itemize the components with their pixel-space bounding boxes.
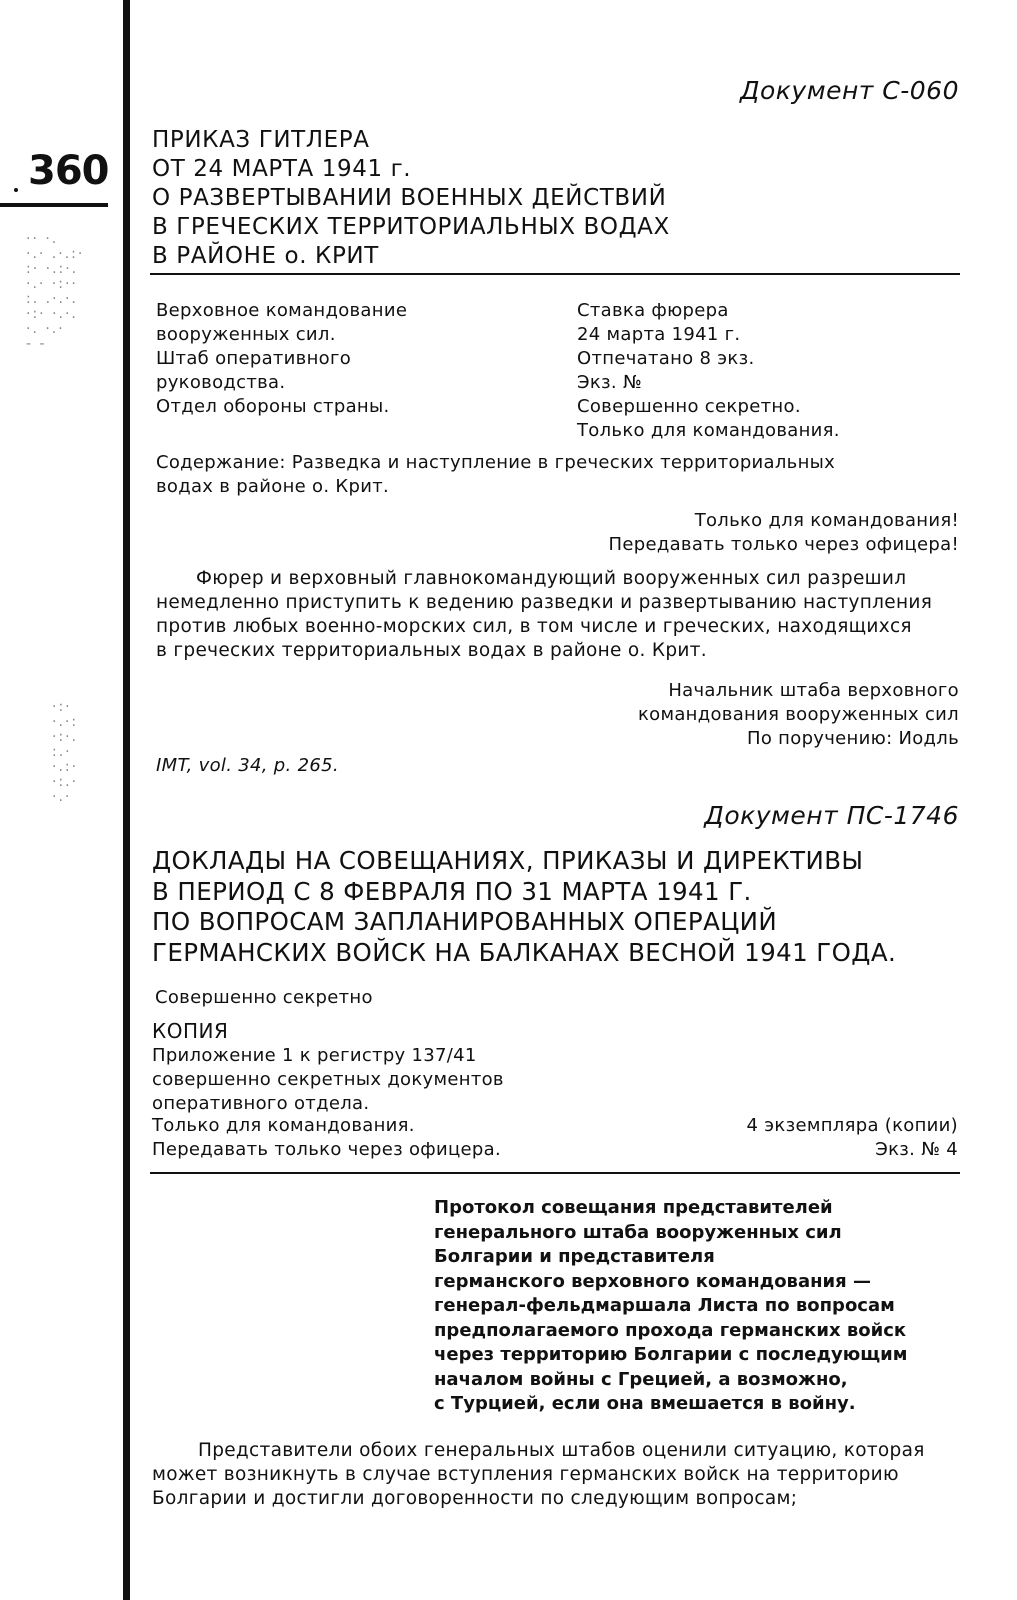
signature-block: Начальник штаба верховного командования вооруженных сил По поручению: Иодль (637, 680, 959, 749)
contents-summary: Содержание: Разведка и наступление в греческих территориальных водах в районе о. Крит. (156, 452, 836, 497)
document-title-2 (152, 846, 958, 968)
title-line: ПО ВОПРОСАМ ЗАПЛАНИРОВАННЫХ ОПЕРАЦИЙ (152, 907, 778, 936)
page-number: 360 (28, 148, 109, 194)
margin-vertical-rule (123, 0, 130, 1600)
source-citation: IMT, vol. 34, p. 265. (156, 755, 339, 776)
document-number-2: Документ ПС-1746 (704, 801, 959, 830)
title-line: В ПЕРИОД С 8 ФЕВРАЛЯ ПО 31 МАРТА 1941 Г. (152, 876, 752, 906)
section-divider-2 (150, 1172, 960, 1174)
title-line: ДОКЛАДЫ НА СОВЕЩАНИЯХ, ПРИКАЗЫ И ДИРЕКТИВЫ (152, 846, 864, 875)
attachment-block: Приложение 1 к регистру 137/41 совершенно секретных документов оперативного отдела. (152, 1045, 504, 1114)
handling-notice: Только для командования! Передавать только через офицера! (608, 510, 959, 555)
copy-label: КОПИЯ (152, 1019, 229, 1043)
title-line: ГЕРМАНСКИХ ВОЙСК НА БАЛКАНАХ ВЕСНОЙ 1941 ГОДА. (152, 937, 897, 967)
title-line: О РАЗВЕРТЫВАНИИ ВОЕННЫХ ДЕЙСТВИЙ (152, 185, 667, 211)
page-number-underline (0, 203, 108, 207)
distribution-block: Только для командования. 4 экземпляра (копии) Передавать только через офицера. Экз. № 4 (152, 1115, 958, 1160)
document-number: Документ С-060 (739, 76, 959, 105)
order-body: Фюрер и верховный главнокомандующий вооруженных сил разрешил немедленно приступить к ведению разведки и развертыванию наступления против любых военно-морских сил, в том числе и греческих, находящихся в греческих территориальных водах в районе о. Крит. (156, 568, 933, 661)
secrecy-label: Совершенно секретно (155, 987, 373, 1008)
headquarters-block: Ставка фюрера 24 марта 1941 г. Отпечатано 8 экз. Экз. № Совершенно секретно. Только для командования. (577, 300, 840, 441)
section-divider (150, 273, 960, 275)
protocol-heading: Протокол совещания представителей генерального штаба вооруженных сил Болгарии и представителя германского верховного командования — генерал-фельдмаршала Листа по вопросам предполагаемого прохода германских войск через территорию Болгарии с последующим началом войны с Грецией, а возможно, с Турцией, если она вмешается в войну. (434, 1197, 908, 1414)
protocol-body: Представители обоих генеральных штабов оценили ситуацию, которая может возникнуть в случае вступления германских войск на территорию Болгарии и достигли договоренности по следующим вопросам; (152, 1440, 925, 1509)
title-line: В ГРЕЧЕСКИХ ТЕРРИТОРИАЛЬНЫХ ВОДАХ (152, 214, 670, 240)
margin-scan-noise-top: ·· ·. ·.· .·.:· :· ·.:·. ·.· ·:·· :. .·.·. ·:· ·.·. ·. ·.· - - (26, 231, 85, 352)
margin-scan-noise-mid: ·:· ·.·: ·:·. :.· ·.:· ·:.· ·.· (52, 699, 79, 805)
title-line: ОТ 24 МАРТА 1941 г. (152, 156, 412, 182)
page-number-dot (14, 188, 18, 192)
title-line: В РАЙОНЕ о. КРИТ (152, 243, 379, 269)
document-title (152, 126, 670, 271)
title-line: ПРИКАЗ ГИТЛЕРА (152, 127, 370, 153)
issuer-block: Верховное командование вооруженных сил. Штаб оперативного руководства. Отдел обороны страны. (156, 300, 408, 417)
